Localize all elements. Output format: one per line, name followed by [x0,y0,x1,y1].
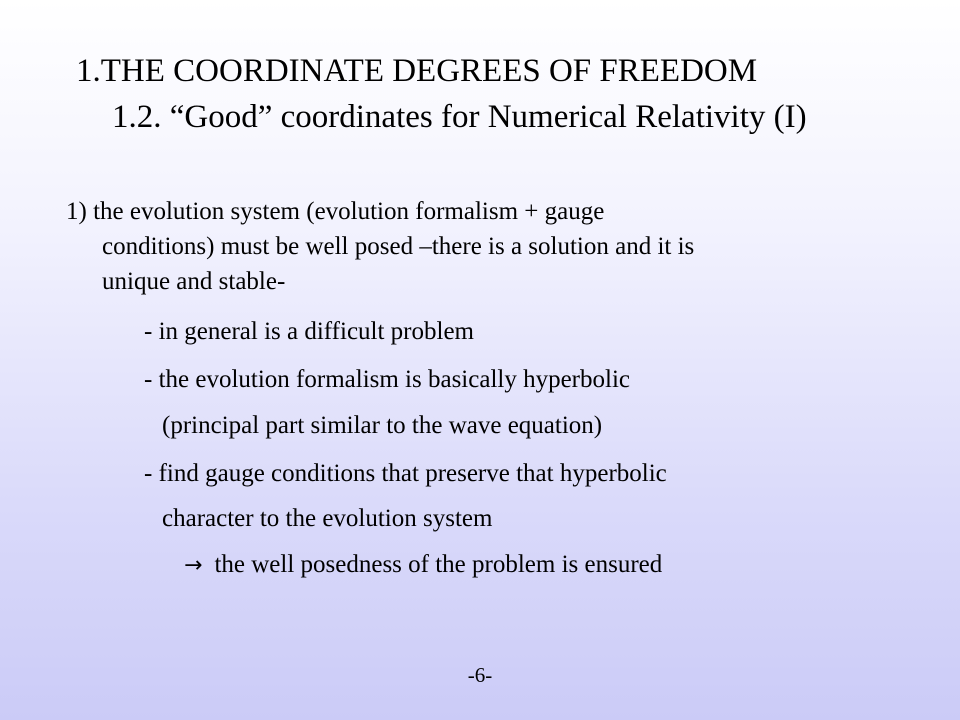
right-arrow-icon: → [184,553,203,578]
sub-item-principal-part: (principal part similar to the wave equation) [162,412,603,439]
conclusion-line [184,549,662,582]
slide-subtitle: 1.2. “Good” coordinates for Numerical Relativity (I) [112,99,807,135]
sub-item-character: character to the evolution system [162,505,493,532]
point-1-line-2: conditions) must be well posed –there is a solution and it is [102,233,695,260]
sub-item-gauge-conditions: - find gauge conditions that preserve that hyperbolic [144,460,667,487]
slide-title: 1.THE COORDINATE DEGREES OF FREEDOM [76,53,758,89]
sub-item-hyperbolic: - the evolution formalism is basically hyperbolic [144,366,630,393]
point-1-line-1: 1) the evolution system (evolution formalism + gauge [66,198,605,225]
sub-item-difficult-problem: - in general is a difficult problem [144,318,474,345]
conclusion-text: the well posedness of the problem is ensured [214,551,663,578]
page-number: -6- [467,663,493,687]
point-1-line-3: unique and stable- [102,268,286,295]
